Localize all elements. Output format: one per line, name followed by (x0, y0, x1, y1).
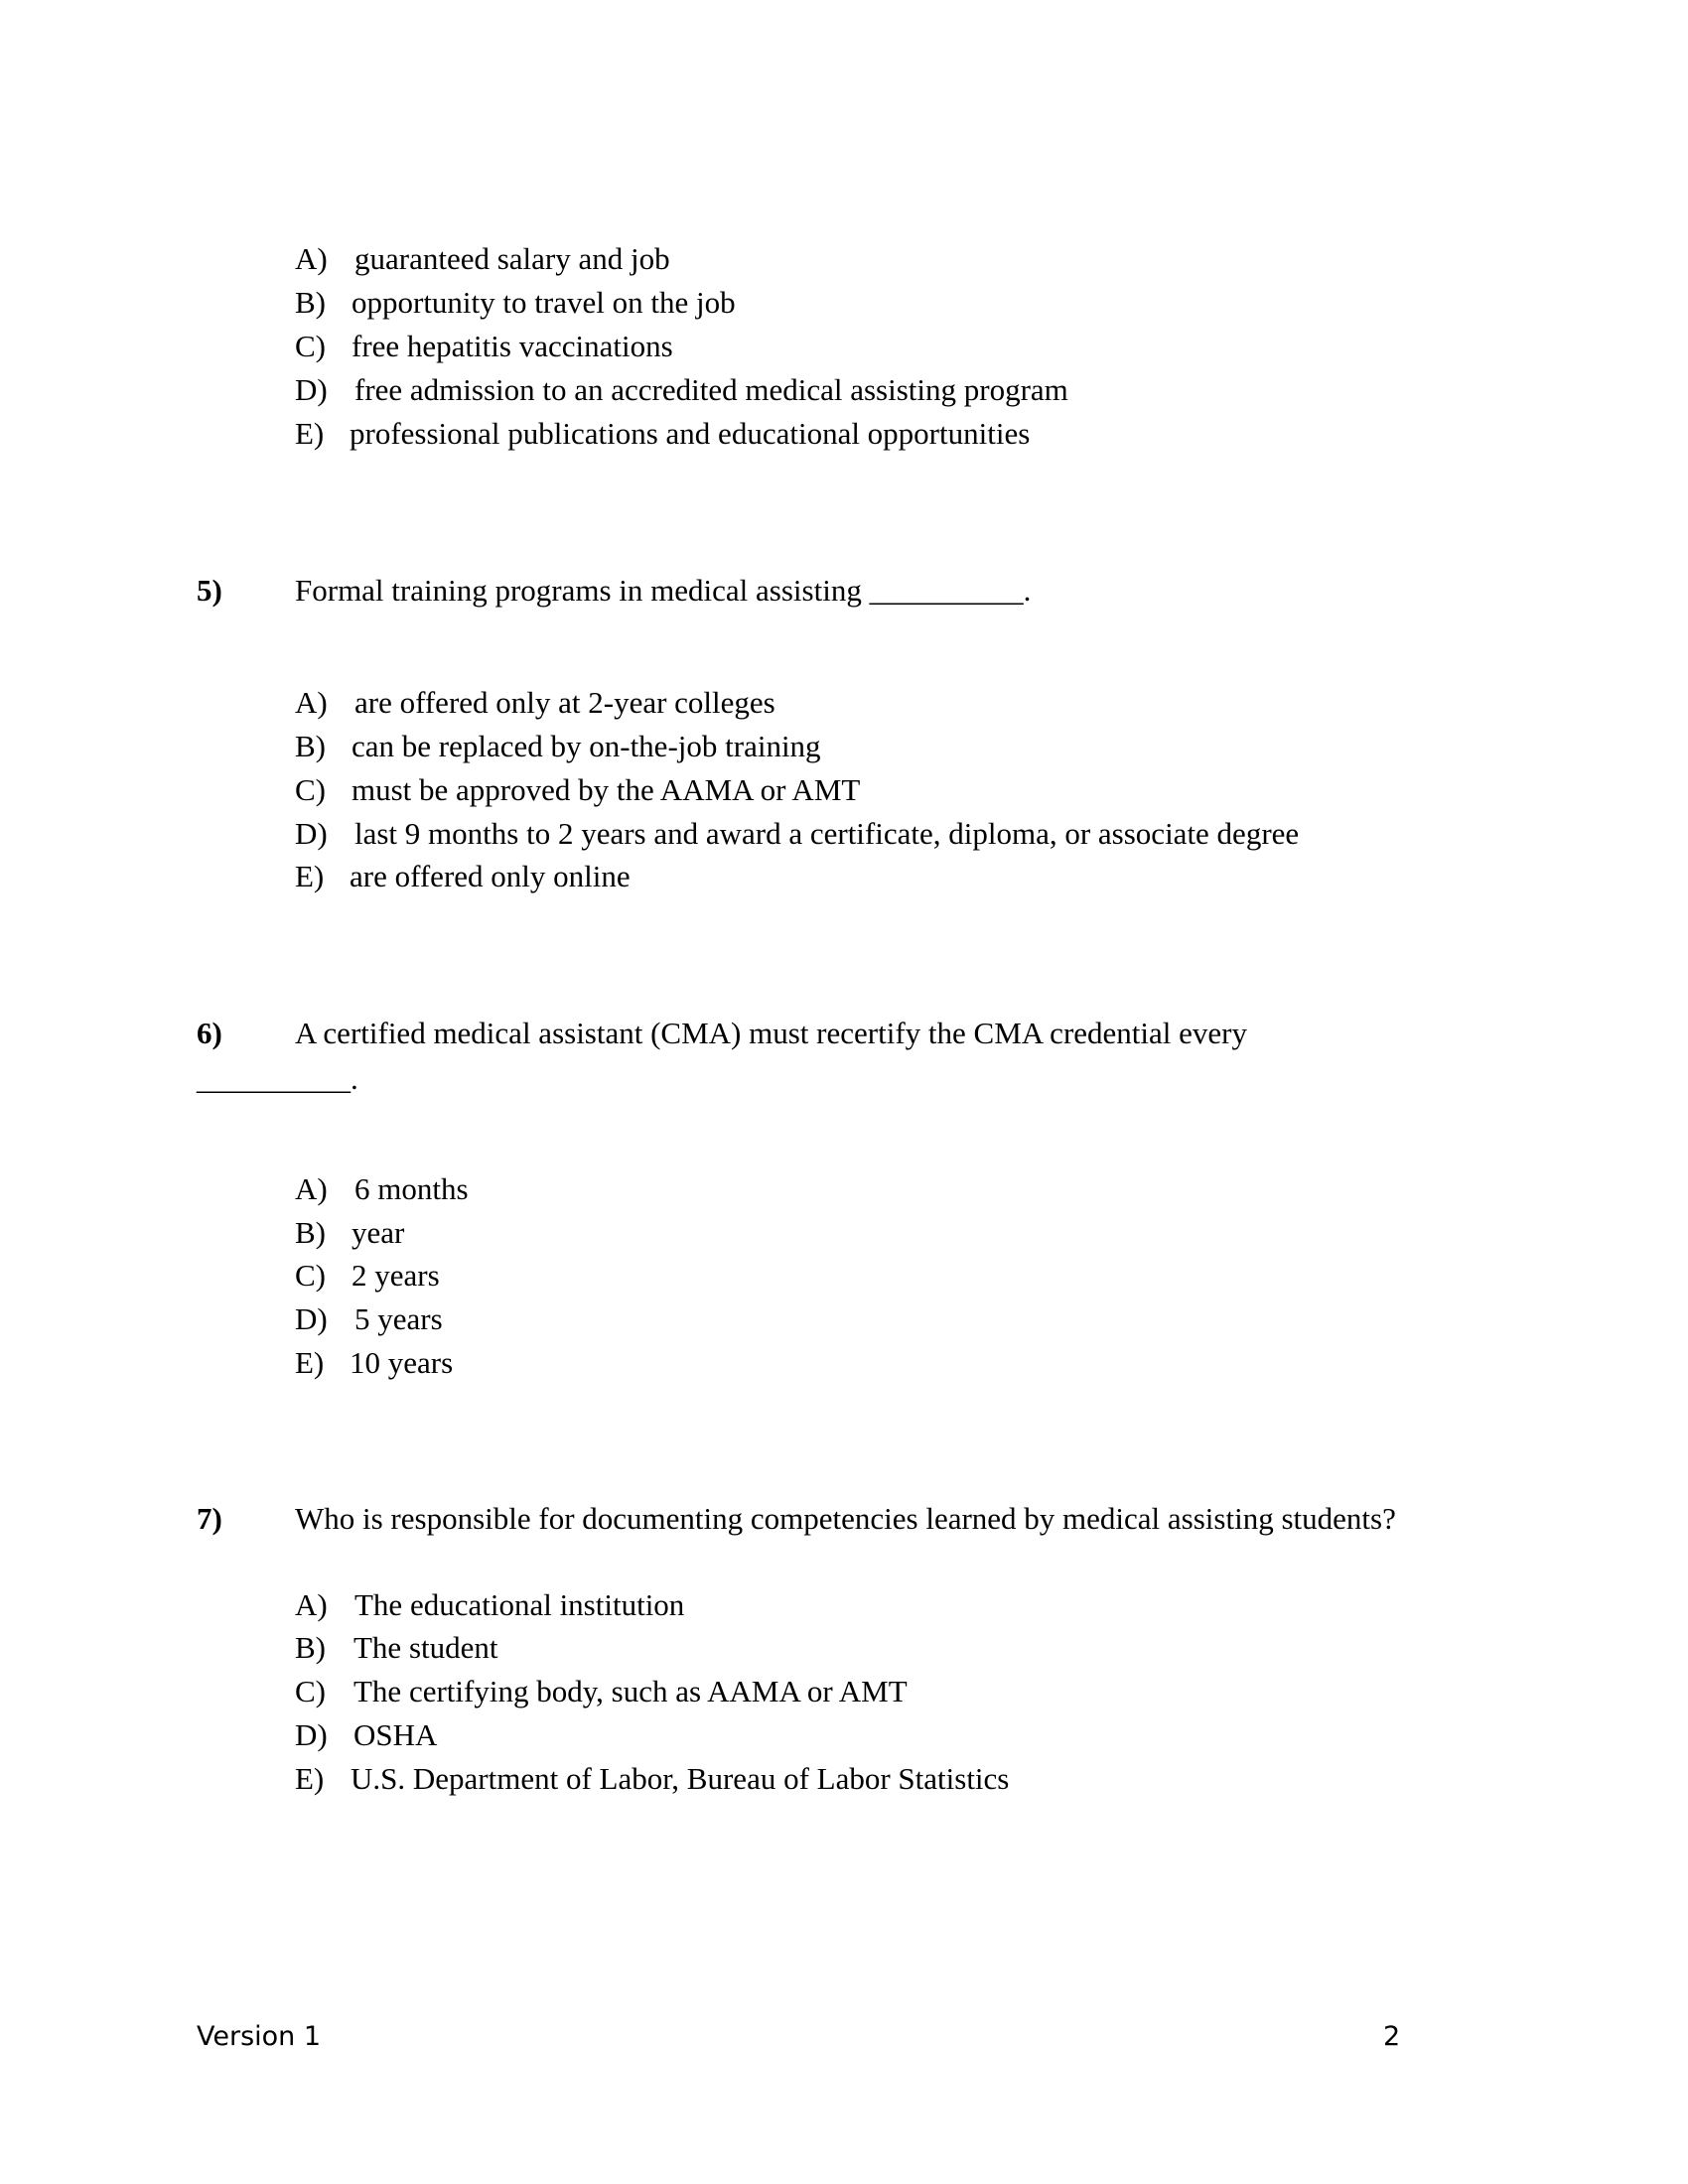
option-b (0, 1215, 1688, 1251)
option-e (0, 1345, 1688, 1381)
option-letter: A) (295, 685, 328, 720)
option-c (0, 1258, 1688, 1294)
option-e (0, 1761, 1688, 1797)
option-c (0, 772, 1688, 808)
option-b (0, 285, 1688, 321)
option-letter: E) (295, 1761, 325, 1796)
option-c (0, 329, 1688, 364)
option-letter: C) (295, 329, 326, 363)
option-text: U.S. Department of Labor, Bureau of Labor Statistics (351, 1761, 1010, 1796)
option-text: must be approved by the AAMA or AMT (352, 772, 861, 807)
option-letter: D) (295, 1717, 328, 1752)
option-letter: C) (295, 1674, 326, 1708)
question-text: Formal training programs in medical assisting __________. (295, 573, 1032, 608)
option-text: The certifying body, such as AAMA or AMT (353, 1674, 908, 1708)
option-text: are offered only online (350, 859, 631, 893)
option-text: professional publications and educational opportunities (350, 416, 1031, 451)
option-d (0, 1301, 1688, 1337)
option-letter: A) (295, 1171, 328, 1206)
option-c (0, 1674, 1688, 1709)
option-a (0, 1587, 1688, 1623)
option-b (0, 729, 1688, 764)
option-text: 10 years (350, 1345, 454, 1380)
option-letter: C) (295, 772, 326, 807)
option-d (0, 1717, 1688, 1753)
option-text: guaranteed salary and job (354, 241, 670, 276)
option-text: free hepatitis vaccinations (352, 329, 673, 363)
option-letter: E) (295, 1345, 325, 1380)
option-text: year (352, 1215, 405, 1250)
option-text: can be replaced by on-the-job training (352, 729, 821, 763)
option-d (0, 372, 1688, 408)
option-a (0, 1171, 1688, 1207)
option-letter: E) (295, 859, 325, 893)
option-letter: E) (295, 416, 325, 451)
option-text: 5 years (354, 1301, 443, 1336)
option-letter: D) (295, 372, 328, 407)
option-b (0, 1630, 1688, 1666)
page-number: 2 (1383, 2021, 1401, 2052)
version-label: Version 1 (197, 2021, 322, 2052)
option-a (0, 685, 1688, 721)
option-letter: D) (295, 1301, 328, 1336)
question-stem (0, 573, 1688, 609)
option-e (0, 859, 1688, 894)
question-stem-continuation (0, 1061, 1688, 1097)
option-letter: B) (295, 285, 326, 320)
option-e (0, 416, 1688, 452)
option-text: OSHA (353, 1717, 438, 1752)
option-text: free admission to an accredited medical assisting program (354, 372, 1068, 407)
question-text: A certified medical assistant (CMA) must recertify the CMA credential every (295, 1016, 1247, 1050)
option-a (0, 241, 1688, 277)
answer-blank: __________. (197, 1061, 358, 1096)
option-letter: C) (295, 1258, 326, 1293)
option-letter: B) (295, 1630, 326, 1665)
question-stem (0, 1501, 1688, 1537)
option-text: are offered only at 2-year colleges (354, 685, 775, 720)
option-text: 2 years (352, 1258, 440, 1293)
option-text: last 9 months to 2 years and award a certificate, diploma, or associate degree (354, 816, 1300, 851)
option-letter: B) (295, 1215, 326, 1250)
question-number: 7) (197, 1501, 222, 1536)
option-letter: D) (295, 816, 328, 851)
option-letter: A) (295, 241, 328, 276)
option-text: The educational institution (354, 1587, 685, 1622)
question-stem (0, 1016, 1688, 1051)
option-letter: A) (295, 1587, 328, 1622)
question-text: Who is responsible for documenting competencies learned by medical assisting students? (295, 1501, 1396, 1536)
question-number: 6) (197, 1016, 222, 1050)
option-d (0, 816, 1688, 852)
option-letter: B) (295, 729, 326, 763)
option-text: The student (353, 1630, 498, 1665)
question-number: 5) (197, 573, 222, 608)
option-text: opportunity to travel on the job (352, 285, 736, 320)
option-text: 6 months (354, 1171, 469, 1206)
